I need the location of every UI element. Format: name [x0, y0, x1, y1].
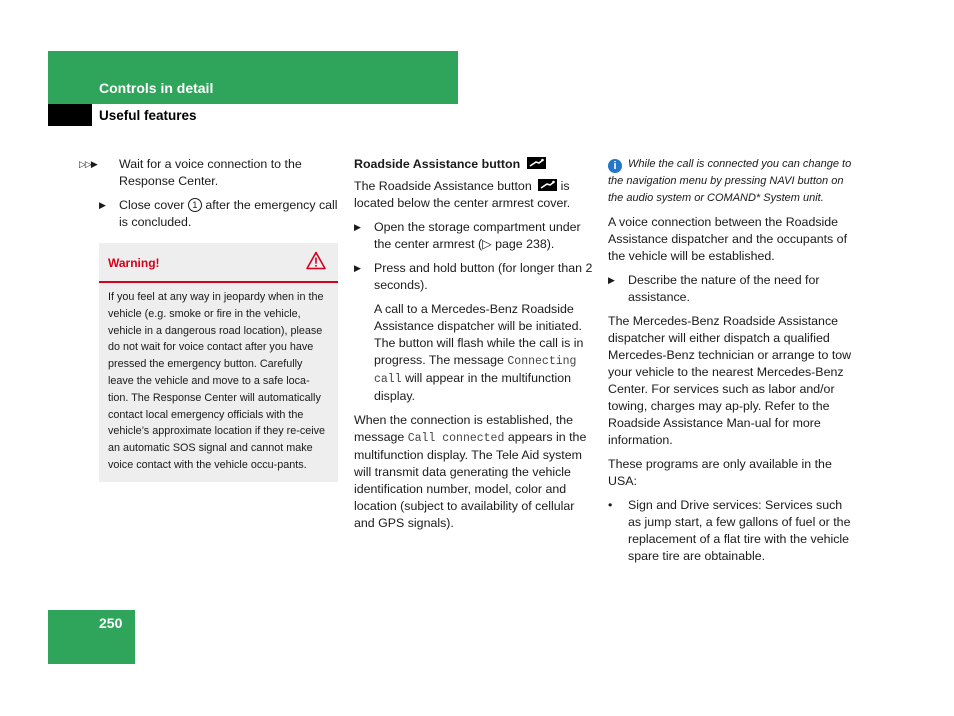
paragraph: When the connection is established, the message Call connected appears in the multifunction display. The Tele Aid system will transmit data generating the vehicle identification number, model, color and location (subject to availability of cellular and GPS signals).	[354, 413, 587, 530]
warning-box	[99, 243, 338, 482]
roadside-assistance-icon	[527, 157, 546, 169]
warning-label: Warning!	[108, 256, 160, 270]
roadside-heading: Roadside Assistance button	[354, 156, 594, 173]
header-band	[48, 51, 458, 104]
display-message: Connecting call	[374, 355, 577, 386]
warning-text: If you feel at any way in jeopardy when in the vehicle (e.g. smoke or fire in the vehicle, vehicle in a dangerous road location), please do not wait for voice contact after you have pressed the emergency button. Carefully leave the vehicle and move to a safe loca-tion. The Response Center will automatically contact local emergency officials with the vehicle’s approximate location if they re-ceive an automatic SOS signal and cannot make voice contact with the vehicle occu-pants.	[108, 291, 326, 471]
triangle-bullet-icon: ▶	[354, 263, 361, 273]
info-note: i While the call is connected you can change to the navigation menu by pressing NAVI button on the audio system or COMAND* System unit.	[608, 158, 852, 204]
triangle-bullet-icon: ▶	[608, 275, 615, 285]
dot-bullet-icon: •	[608, 498, 613, 512]
column-middle	[354, 156, 594, 539]
subsection-title: Useful features	[99, 108, 197, 123]
paragraph: These programs are only available in the USA:	[608, 457, 832, 488]
list-item: ▶ Close cover 1 after the emergency call is concluded.	[99, 198, 338, 229]
roadside-assistance-icon	[538, 179, 557, 191]
list-item: ▶ Press and hold button (for longer than 2 seconds).	[354, 261, 593, 292]
list-item: ▷▷▶ Wait for a voice connection to the Response Center.	[79, 157, 302, 188]
list-item: • Sign and Drive services: Services such as jump start, a few gallons of fuel or the replacement of a flat tire with the vehicle spare tire are obtainable.	[608, 498, 851, 563]
paragraph: A voice connection between the Roadside Assistance dispatcher and the occupants of the vehicle will be established.	[608, 215, 848, 263]
page-ref-arrow-icon: ▷	[482, 237, 492, 251]
section-title: Controls in detail	[99, 80, 214, 96]
list-item: ▶ Open the storage compartment under the center armrest (▷ page 238).	[354, 220, 581, 251]
warning-triangle-icon	[306, 251, 326, 275]
warning-header	[99, 243, 338, 283]
paragraph: The Mercedes-Benz Roadside Assistance dispatcher will either dispatch a qualified Mercedes-Benz technician or arrange to tow your vehicle to the nearest Mercedes-Benz Center. For services such as labor and/or towing, charges may ap-ply. Refer to the Roadside Assistance Man-ual for more information.	[608, 314, 852, 447]
info-icon: i	[608, 159, 622, 173]
column-right	[608, 156, 853, 572]
column-left	[79, 156, 344, 482]
cover-number-badge: 1	[188, 198, 202, 212]
page-number: 250	[99, 615, 123, 631]
triangle-bullet-icon: ▶	[354, 222, 361, 232]
list-item: ▶ Describe the nature of the need for assistance.	[608, 273, 820, 304]
header-marker	[48, 104, 92, 126]
continued-bullet-icon: ▷▷▶	[79, 159, 97, 169]
indented-paragraph: A call to a Mercedes-Benz Roadside Assistance dispatcher will be initiated. The button will flash while the call is in progress. The message Connecting call will appear in the multifunction display.	[374, 302, 584, 403]
paragraph: The Roadside Assistance button is located below the center armrest cover.	[354, 179, 571, 210]
display-message: Call connected	[407, 432, 505, 445]
triangle-bullet-icon: ▶	[99, 200, 106, 210]
